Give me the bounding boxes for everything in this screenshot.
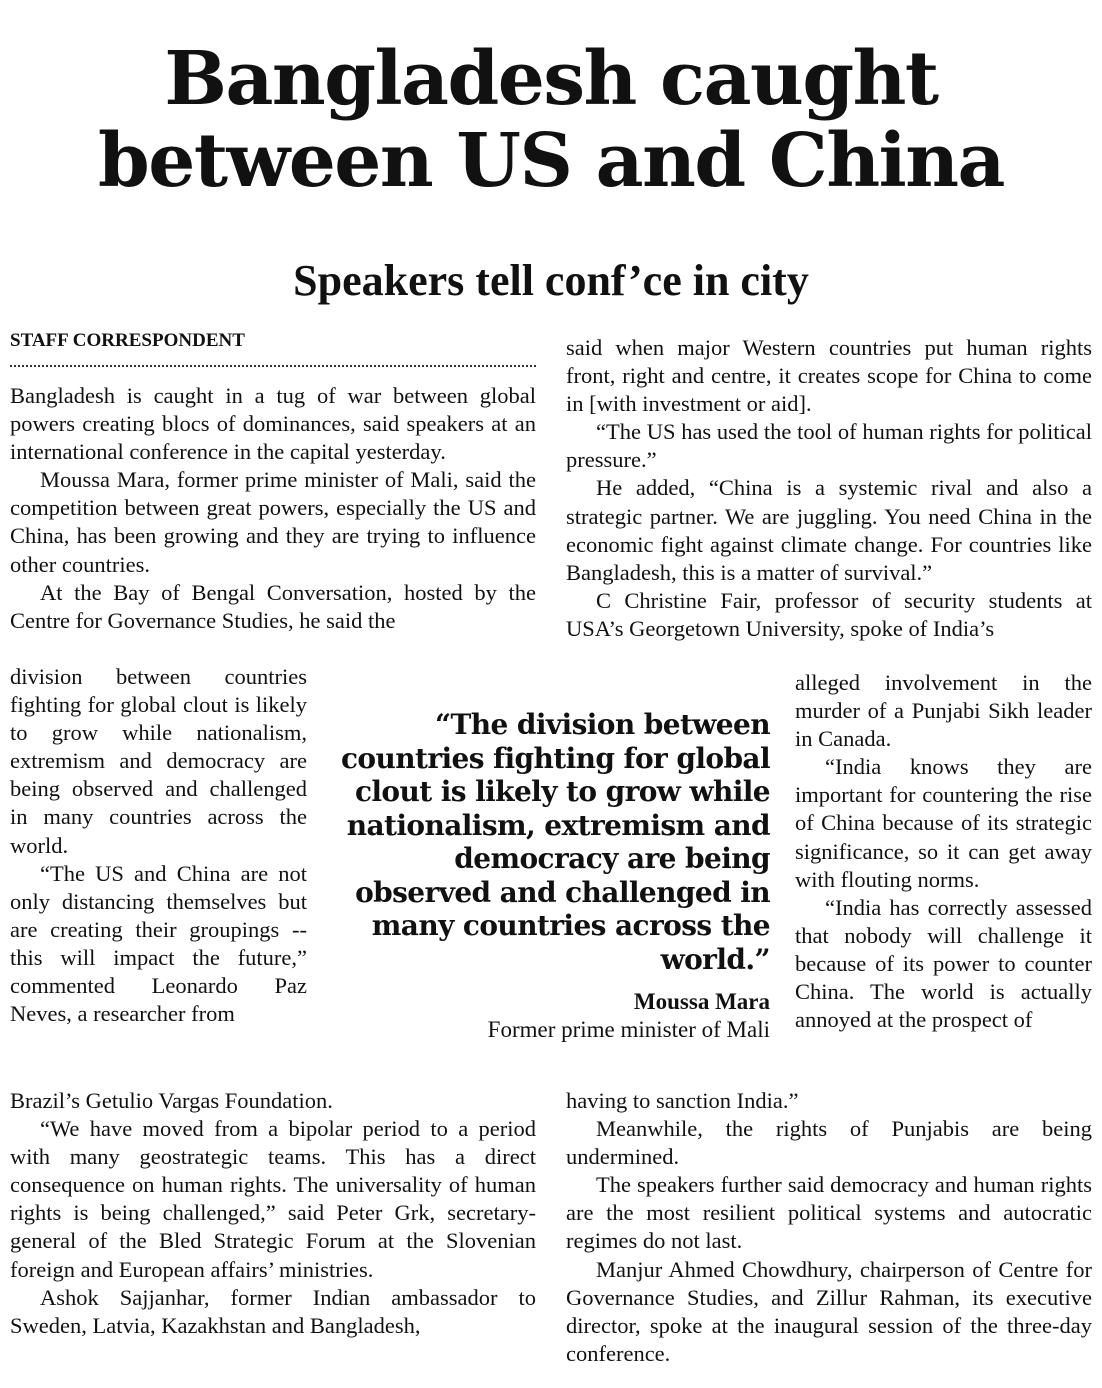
right-column-narrow bbox=[795, 669, 1092, 1034]
headline-line-1: Bangladesh caught bbox=[164, 36, 938, 122]
paragraph: Bangladesh is caught in a tug of war between global powers creating blocs of dominances, said speakers at an international conference in the capital yesterday. bbox=[10, 383, 536, 465]
pull-quote-attribution-name: Moussa Mara bbox=[633, 989, 770, 1014]
left-column-bottom bbox=[10, 1087, 536, 1340]
paragraph-continuation: division between countries fighting for global clout is likely to grow while nationalism, extremism and democracy are being observed and challenged in many countries across the world. bbox=[10, 664, 307, 858]
paragraph: He added, “China is a systemic rival and also a strategic partner. We are juggling. You need China in the economic fight against climate change. For countries like Bangladesh, this is a matter of survival.” bbox=[566, 475, 1092, 585]
paragraph: “The US has used the tool of human rights for political pressure.” bbox=[566, 419, 1092, 473]
pull-quote-attribution-title: Former prime minister of Mali bbox=[487, 1017, 770, 1042]
paragraph: “The US and China are not only distancing themselves but are creating their groupings -- this will impact the future,” commented Leonardo Paz Neves, a researcher from bbox=[10, 860, 307, 1027]
paragraph: Meanwhile, the rights of Punjabis are being undermined. bbox=[566, 1116, 1092, 1170]
headline bbox=[0, 38, 1102, 202]
paragraph-continuation: Brazil’s Getulio Vargas Foundation. bbox=[10, 1088, 333, 1113]
paragraph-continuation: having to sanction India.” bbox=[566, 1088, 799, 1113]
paragraph-continuation: alleged involvement in the murder of a Punjabi Sikh leader in Canada. bbox=[795, 670, 1092, 752]
right-column-top bbox=[566, 334, 1092, 643]
subheadline: Speakers tell conf’ce in city bbox=[293, 256, 809, 305]
byline: STAFF CORRESPONDENT bbox=[10, 330, 245, 351]
paragraph: “India has correctly assessed that nobody will challenge it because of its power to counter China. The world is actually annoyed at the prospect of bbox=[795, 894, 1092, 1033]
paragraph: The speakers further said democracy and human rights are the most resilient political systems and autocratic regimes do not last. bbox=[566, 1172, 1092, 1254]
paragraph: Moussa Mara, former prime minister of Mali, said the competition between great powers, especially the US and China, has been growing and they are trying to influence other countries. bbox=[10, 467, 536, 577]
paragraph: Manjur Ahmed Chowdhury, chairperson of Centre for Governance Studies, and Zillur Rahman, its executive director, spoke at the inaugural session of the three-day conference. bbox=[566, 1256, 1092, 1366]
paragraph: “India knows they are important for countering the rise of China because of its strategic significance, so it can get away with flouting norms. bbox=[795, 754, 1092, 892]
paragraph: “We have moved from a bipolar period to a period with many geostrategic teams. This has a direct consequence on human rights. The universality of human rights is being challenged,” said Peter Grk, secretary-general of the Bled Strategic Forum at the Slovenian foreign and European affairs’ ministries. bbox=[10, 1116, 536, 1282]
pull-quote: “The division between countries fighting for global clout is likely to grow while nationalism, extremism and democracy are being observed and challenged in many countries across the world.” bbox=[340, 708, 770, 976]
byline-divider bbox=[10, 365, 536, 367]
paragraph: Ashok Sajjanhar, former Indian ambassador to Sweden, Latvia, Kazakhstan and Bangladesh, bbox=[10, 1284, 536, 1338]
paragraph: C Christine Fair, professor of security students at USA’s Georgetown University, spoke of India’s bbox=[566, 587, 1092, 641]
left-column-top bbox=[10, 382, 536, 635]
left-column-narrow bbox=[10, 663, 307, 1028]
paragraph: At the Bay of Bengal Conversation, hosted by the Centre for Governance Studies, he said the bbox=[10, 579, 536, 633]
paragraph-continuation: said when major Western countries put human rights front, right and centre, it creates scope for China to come in [with investment or aid]. bbox=[566, 335, 1092, 417]
headline-line-2: between US and China bbox=[98, 118, 1004, 204]
right-column-bottom bbox=[566, 1087, 1092, 1368]
